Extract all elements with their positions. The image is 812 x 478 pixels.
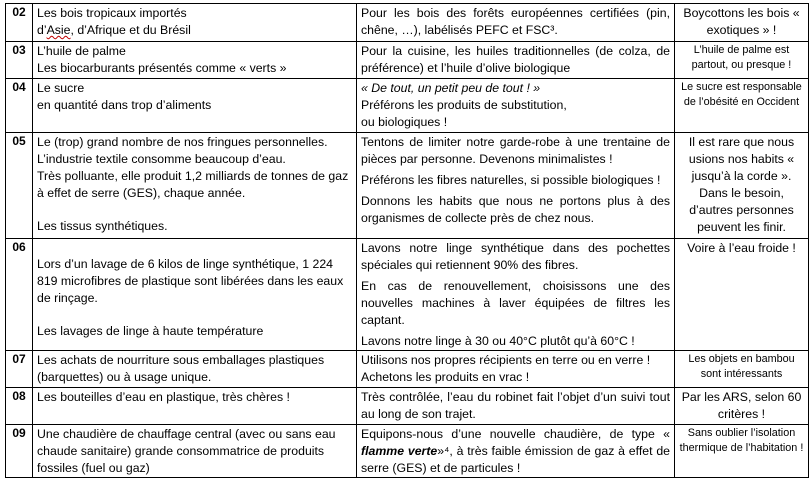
- table-row: [6, 4, 809, 42]
- problem-text: , d’Afrique et du Brésil: [70, 23, 191, 37]
- solution-text-part: Equipons-nous d’une nouvelle chaudière, de type «: [361, 427, 670, 441]
- solution-cell: [357, 42, 675, 79]
- solution-text: Pour les bois des forêts européennes certifiées (pin, chêne, …), labélisés PEFC et FSC³.: [361, 6, 670, 37]
- eco-tips-table: [5, 3, 809, 478]
- solution-cell: [357, 239, 675, 351]
- solution-line: Achetons les produits en vrac !: [361, 370, 530, 384]
- solution-line: Préférons les produits de substitution,: [361, 98, 567, 112]
- solution-text: Très contrôlée, l’eau du robinet fait l’objet d’un suivi tout au long de son trajet.: [361, 390, 670, 421]
- table-row: [6, 42, 809, 79]
- solution-line: Préférons les fibres naturelles, si possible biologiques !: [361, 173, 661, 187]
- table-row: [6, 351, 809, 388]
- problem-cell: [33, 239, 357, 351]
- row-number: 09: [6, 425, 33, 478]
- row-number: 04: [6, 79, 33, 133]
- solution-line: En cas de renouvellement, choisissons une des nouvelles machines à laver équipées de filtres les captant.: [361, 279, 670, 327]
- problem-line: Lors d’un lavage de 6 kilos de linge synthétique, 1 224 819 microfibres de plastique sont libérées dans les eaux de rinçage.: [37, 257, 344, 305]
- solution-cell: [357, 4, 675, 42]
- note-cell: Boycottons les bois « exotiques » !: [675, 4, 809, 42]
- problem-line: Le sucre: [37, 81, 85, 95]
- table-row: [6, 388, 809, 425]
- note-cell: L’huile de palme est partout, ou presque !: [675, 42, 809, 79]
- note-cell: Il est rare que nous usions nos habits « jusqu’à la corde ». Dans le besoin, d’autres personnes peuvent les finir.: [675, 133, 809, 239]
- table-row: [6, 239, 809, 351]
- solution-line: Lavons notre linge à 30 ou 40°C plutôt qu’à 60°C !: [361, 334, 635, 348]
- solution-line: Donnons les habits que nous ne portons plus à des organismes de collecte près de chez nous.: [361, 194, 670, 225]
- row-number: 02: [6, 4, 33, 42]
- solution-cell: [357, 351, 675, 388]
- problem-line: Les tissus synthétiques.: [37, 219, 168, 233]
- problem-cell: [33, 79, 357, 133]
- row-number: 08: [6, 388, 33, 425]
- table-row: [6, 133, 809, 239]
- row-number: 03: [6, 42, 33, 79]
- problem-cell: [33, 388, 357, 425]
- note-cell: Le sucre est responsable de l’obésité en Occident: [675, 79, 809, 133]
- solution-line: Utilisons nos propres récipients en terre ou en verre !: [361, 353, 651, 367]
- solution-cell: [357, 79, 675, 133]
- solution-line: Tentons de limiter notre garde-robe à une trentaine de pièces par personne. Devenons minimalistes !: [361, 135, 670, 166]
- problem-line: Le (trop) grand nombre de nos fringues personnelles.: [37, 135, 328, 149]
- row-number: 06: [6, 239, 33, 351]
- solution-cell: [357, 133, 675, 239]
- problem-text-flagged: Asie: [46, 23, 71, 37]
- problem-cell: [33, 42, 357, 79]
- solution-text: Pour la cuisine, les huiles traditionnelles (de colza, de préférence) et l’huile d’olive biologique: [361, 44, 670, 75]
- solution-quote: « De tout, un petit peu de tout ! »: [361, 81, 541, 95]
- problem-line: L’huile de palme: [37, 44, 126, 58]
- note-cell: Par les ARS, selon 60 critères !: [675, 388, 809, 425]
- problem-line: Très polluante, elle produit 1,2 milliards de tonnes de gaz à effet de serre (GES), chaque année.: [37, 169, 349, 200]
- problem-line: [37, 22, 352, 39]
- row-number: 05: [6, 133, 33, 239]
- table-row: [6, 79, 809, 133]
- problem-line: Les lavages de linge à haute température: [37, 324, 264, 338]
- problem-text: Les bouteilles d’eau en plastique, très chères !: [37, 390, 290, 404]
- note-cell: Sans oublier l’isolation thermique de l’habitation !: [675, 425, 809, 478]
- problem-line: en quantité dans trop d’aliments: [37, 98, 212, 112]
- solution-emphasis: flamme verte: [361, 444, 438, 458]
- note-cell: Les objets en bambou sont intéressants: [675, 351, 809, 388]
- note-cell: Voire à l’eau froide !: [675, 239, 809, 351]
- solution-text-part: »⁴, à très faible émission de gaz à effet de serre (GES) et de particules !: [361, 444, 670, 475]
- solution-line: Lavons notre linge synthétique dans des pochettes spéciales qui retiennent 90% des fibres.: [361, 241, 670, 272]
- problem-text: Une chaudière de chauffage central (avec ou sans eau chaude sanitaire) grande consommatrice de produits fossiles (fuel ou gaz): [37, 427, 336, 475]
- problem-cell: [33, 4, 357, 42]
- problem-cell: [33, 133, 357, 239]
- problem-line: L’industrie textile consomme beaucoup d’eau.: [37, 152, 286, 166]
- problem-text: d’: [37, 23, 47, 37]
- problem-line: Les bois tropicaux importés: [37, 6, 187, 20]
- problem-text: Les achats de nourriture sous emballages plastiques (barquettes) ou à usage unique.: [37, 353, 325, 384]
- solution-cell: [357, 388, 675, 425]
- row-number: 07: [6, 351, 33, 388]
- solution-text: [361, 426, 670, 477]
- problem-cell: [33, 351, 357, 388]
- solution-line: ou biologiques !: [361, 115, 448, 129]
- problem-line: Les biocarburants présentés comme « verts »: [37, 61, 287, 75]
